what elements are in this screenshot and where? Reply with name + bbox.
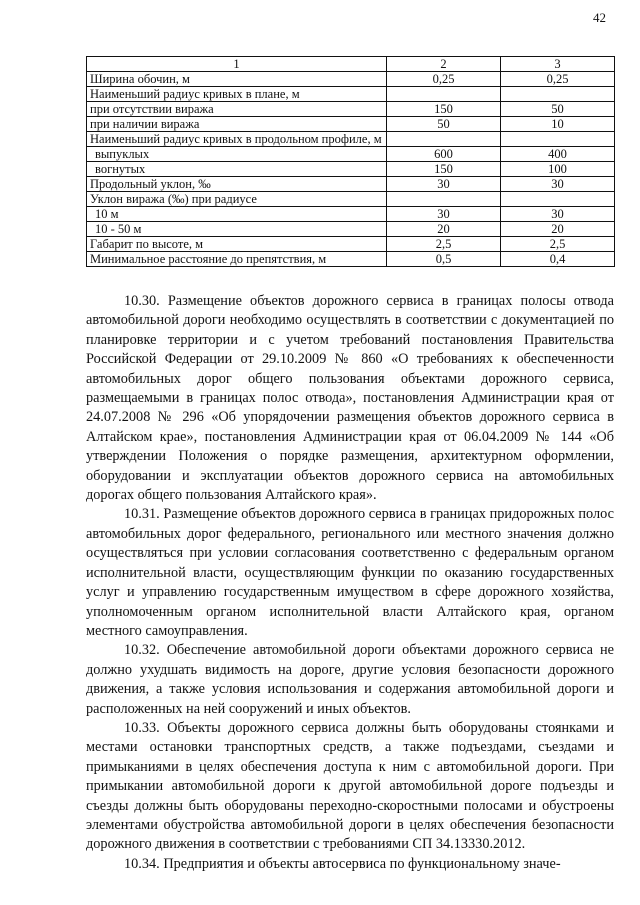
table-row [87, 132, 615, 147]
table-cell-label: Наименьший радиус кривых в плане, м [87, 87, 387, 102]
paragraph-10-30: 10.30. Размещение объектов дорожного сервиса в границах полосы отвода автомобильной дороги необходимо осуществлять в соответствии с документацией по планировке территории и с учетом требований постановления Правительства Российской Федерации от 29.10.2009 № 860 «О требованиях к обеспеченности автомобильных дорог общего пользования объектами дорожного сервиса, размещаемыми в границах полос отвода», постановления Администрации края от 24.07.2008 № 296 «Об упорядочении размещения объектов дорожного сервиса в Алтайском крае», постановления Администрации края от 06.04.2009 № 144 «Об утверждении Положения о порядке размещения, архитектурном оформлении, оборудовании и эксплуатации объектов дорожного сервиса на автомобильных дорогах общего пользования Алтайского края». [86, 293, 614, 504]
table-cell-value: 0,25 [387, 72, 501, 87]
table-cell-value [387, 192, 501, 207]
table-cell-value: 50 [387, 117, 501, 132]
table-cell-value: 2,5 [501, 237, 615, 252]
table-cell-value: 20 [387, 222, 501, 237]
table-cell-value: 0,4 [501, 252, 615, 267]
table-cell-label: при отсутствии виража [87, 102, 387, 117]
table-cell-value [501, 87, 615, 102]
table-row [87, 177, 615, 192]
table-cell-value: 400 [501, 147, 615, 162]
table-row [87, 87, 615, 102]
table-cell-value: 50 [501, 102, 615, 117]
table-cell-label: выпуклых [87, 147, 387, 162]
paragraph-10-33: 10.33. Объекты дорожного сервиса должны быть оборудованы стоянками и местами остановки транспортных средств, а также подъездами, съездами и примыканиями в целях обеспечения доступа к ним с автомобильной дороги. При примыкании автомобильной дороги к другой автомобильной дороге подъезды и съезды должны быть оборудованы переходно-скоростными полосами и обустроены элементами обустройства автомобильной дороги в целях обеспечения безопасности дорожного движения в соответствии с требованиями СП 34.13330.2012. [86, 719, 614, 853]
table-cell-label: Ширина обочин, м [87, 72, 387, 87]
table-row [87, 192, 615, 207]
table-cell-label: Уклон виража (‰) при радиусе [87, 192, 387, 207]
page-number: 42 [593, 10, 606, 25]
table-cell-label: Наименьший радиус кривых в продольном профиле, м [87, 132, 387, 147]
paragraph-10-34: 10.34. Предприятия и объекты автосервиса по функциональному значе- [124, 855, 561, 872]
paragraph-10-31: 10.31. Размещение объектов дорожного сервиса в границах придорожных полос автомобильных дорог федерального, регионального или местного значения должно осуществляться при условии согласования соответственно с федеральным органом исполнительной власти, осуществляющим функции по оказанию государственных услуг и управлению государственным имуществом в сфере дорожного хозяйства, уполномоченным органом исполнительной власти Алтайского края, органом местного самоуправления. [86, 506, 614, 639]
table-cell-value: 150 [387, 102, 501, 117]
table-cell-value: 600 [387, 147, 501, 162]
table-cell-value: 0,25 [501, 72, 615, 87]
table-cell-value [501, 192, 615, 207]
table-cell-value: 0,5 [387, 252, 501, 267]
table-cell-value: 10 [501, 117, 615, 132]
document-body [86, 292, 614, 874]
table-cell-value [501, 132, 615, 147]
table-row [87, 207, 615, 222]
table-row [87, 147, 615, 162]
table-row [87, 102, 615, 117]
table-cell-value: 30 [387, 177, 501, 192]
table-cell-label: вогнутых [87, 162, 387, 177]
table-header-cell: 2 [387, 57, 501, 72]
table-cell-value: 30 [501, 207, 615, 222]
paragraph-10-32: 10.32. Обеспечение автомобильной дороги объектами дорожного сервиса не должно ухудшать видимость на дороге, другие условия безопасности дорожного движения, а также условия использования и содержания автомобильной дороги и расположенных на ней сооружений и иных объектов. [86, 642, 614, 717]
table-cell-value: 2,5 [387, 237, 501, 252]
table-cell-label: Габарит по высоте, м [87, 237, 387, 252]
road-parameters-table [86, 56, 615, 267]
table-cell-value [387, 132, 501, 147]
table-cell-value: 100 [501, 162, 615, 177]
table-header-cell: 1 [87, 57, 387, 72]
table-row [87, 117, 615, 132]
table-row [87, 162, 615, 177]
table-cell-label: при наличии виража [87, 117, 387, 132]
table-cell-label: 10 - 50 м [87, 222, 387, 237]
table-cell-label: Продольный уклон, ‰ [87, 177, 387, 192]
table-row [87, 222, 615, 237]
table-cell-label: 10 м [87, 207, 387, 222]
table-row [87, 237, 615, 252]
table-cell-value: 150 [387, 162, 501, 177]
table-cell-value: 30 [501, 177, 615, 192]
table-header-row [87, 57, 615, 72]
table-cell-value: 20 [501, 222, 615, 237]
table-cell-label: Минимальное расстояние до препятствия, м [87, 252, 387, 267]
table-header-cell: 3 [501, 57, 615, 72]
table-row [87, 252, 615, 267]
table-cell-value [387, 87, 501, 102]
table-cell-value: 30 [387, 207, 501, 222]
table-row [87, 72, 615, 87]
